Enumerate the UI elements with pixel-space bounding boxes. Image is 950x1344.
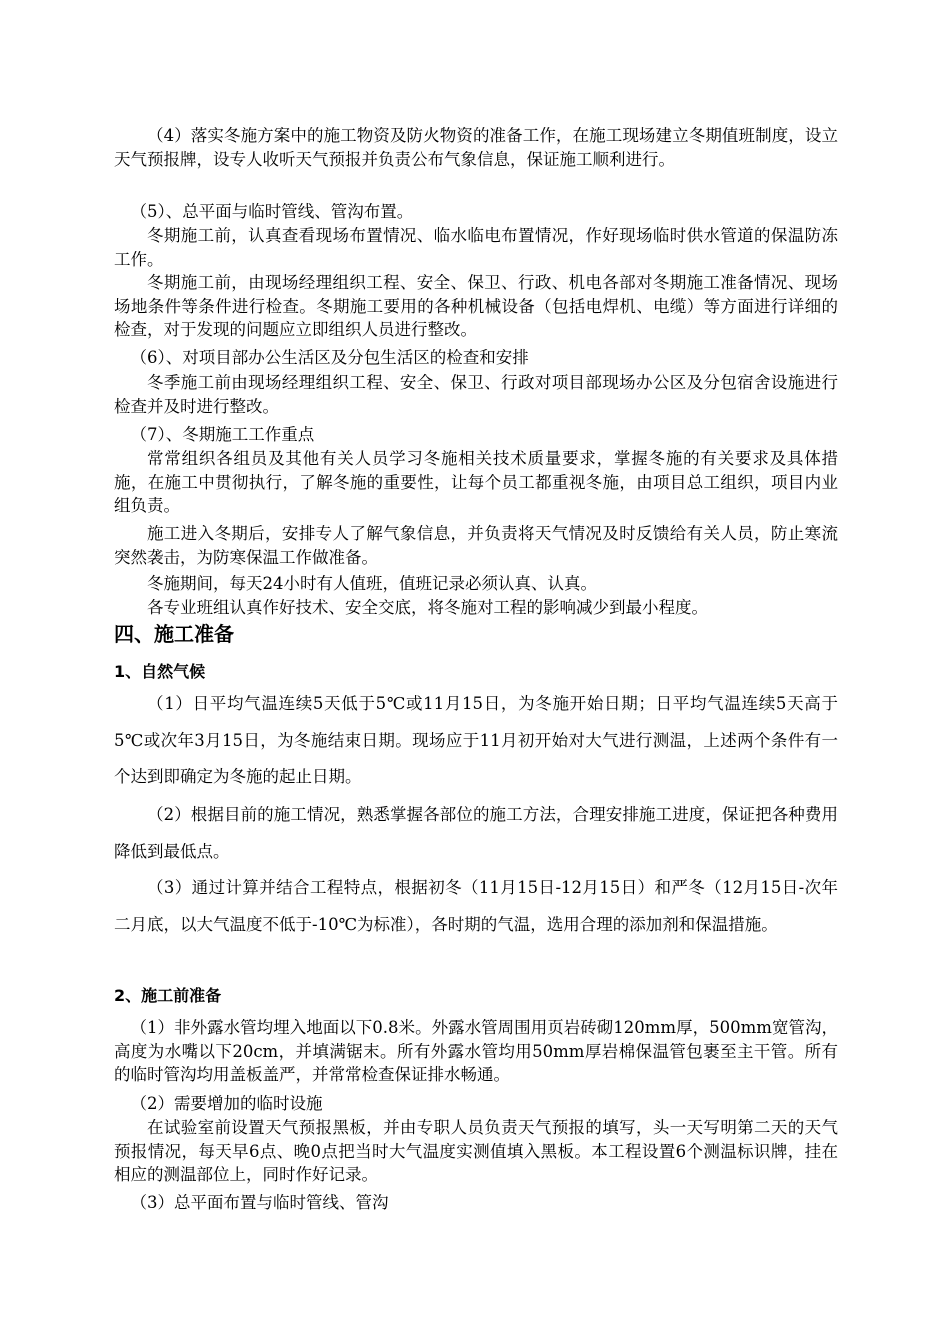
paragraph-prep-weather-board: 在试验室前设置天气预报黑板，并由专职人员负责天气预报的填写，头一天写明第二天的天气预报情况，每天早6点、晚0点把当时大气温度实测值填入黑板。本工程设置6个测温标识牌，挂在相应的测温部位上，同时作好记录。 — [114, 1118, 838, 1184]
paragraph-prep-2-heading: （2）需要增加的临时设施 — [130, 1094, 323, 1113]
paragraph-office-area: 冬季施工前由现场经理组织工程、安全、保卫、行政对项目部现场办公区及分包宿舍设施进行检查并及时进行整改。 — [114, 373, 838, 416]
paragraph-climate-3: （3）通过计算并结合工程特点，根据初冬（11月15日-12月15日）和严冬（12月15日-次年二月底，以大气温度不低于-10℃为标准），各时期的气温，选用合理的添加剂和保温措施。 — [114, 878, 838, 934]
paragraph-item-5-heading: （5）、总平面与临时管线、管沟布置。 — [130, 202, 414, 221]
paragraph-climate-1: （1）日平均气温连续5天低于5℃或11月15日，为冬施开始日期；日平均气温连续5天高于5℃或次年3月15日，为冬施结束日期。现场应于11月初开始对大气进行测温，上述两个条件有一个达到即确定为冬施的起止日期。 — [114, 694, 838, 786]
paragraph-prep-1: （1）非外露水管均埋入地面以下0.8米。外露水管周围用页岩砖砌120mm厚，500mm宽管沟，高度为水嘴以下20cm，并填满锯末。所有外露水管均用50mm厚岩棉保温管包裹至主干管。所有的临时管沟均用盖板盖严，并常常检查保证排水畅通。 — [114, 1018, 838, 1084]
paragraph-item-7-heading: （7）、冬期施工工作重点 — [130, 425, 315, 444]
paragraph-prep-3-heading: （3）总平面布置与临时管线、管沟 — [130, 1193, 389, 1212]
paragraph-inspection: 冬期施工前，由现场经理组织工程、安全、保卫、行政、机电各部对冬期施工准备情况、现场场地条件等条件进行检查。冬期施工要用的各种机械设备（包括电焊机、电缆）等方面进行详细的检查，对于发现的问题应立即组织人员进行整改。 — [114, 273, 838, 339]
paragraph-item-4: （4）落实冬施方案中的施工物资及防火物资的准备工作，在施工现场建立冬期值班制度，设立天气预报牌，设专人收听天气预报并负责公布气象信息，保证施工顺利进行。 — [114, 126, 838, 169]
paragraph-weather-info: 施工进入冬期后，安排专人了解气象信息，并负责将天气情况及时反馈给有关人员，防止寒流突然袭击，为防寒保温工作做准备。 — [114, 524, 838, 567]
section-heading: 四、施工准备 — [114, 622, 234, 646]
paragraph-site-layout: 冬期施工前，认真查看现场布置情况、临水临电布置情况，作好现场临时供水管道的保温防冻工作。 — [114, 226, 838, 269]
paragraph-item-6-heading: （6）、对项目部办公生活区及分包生活区的检查和安排 — [130, 348, 529, 367]
paragraph-climate-2: （2）根据目前的施工情况，熟悉掌握各部位的施工方法，合理安排施工进度，保证把各种费用降低到最低点。 — [114, 805, 838, 861]
subsection-heading-climate: 1、自然气候 — [114, 662, 206, 681]
subsection-heading-preparation: 2、施工前准备 — [114, 986, 222, 1005]
paragraph-duty: 冬施期间，每天24小时有人值班，值班记录必须认真、认真。 — [147, 574, 597, 593]
paragraph-training: 常常组织各组员及其他有关人员学习冬施相关技术质量要求，掌握冬施的有关要求及具体措施，在施工中贯彻执行，了解冬施的重要性，让每个员工都重视冬施，由项目总工组织，项目内业组负责。 — [114, 449, 838, 515]
paragraph-briefing: 各专业班组认真作好技术、安全交底，将冬施对工程的影响减少到最小程度。 — [147, 598, 708, 617]
